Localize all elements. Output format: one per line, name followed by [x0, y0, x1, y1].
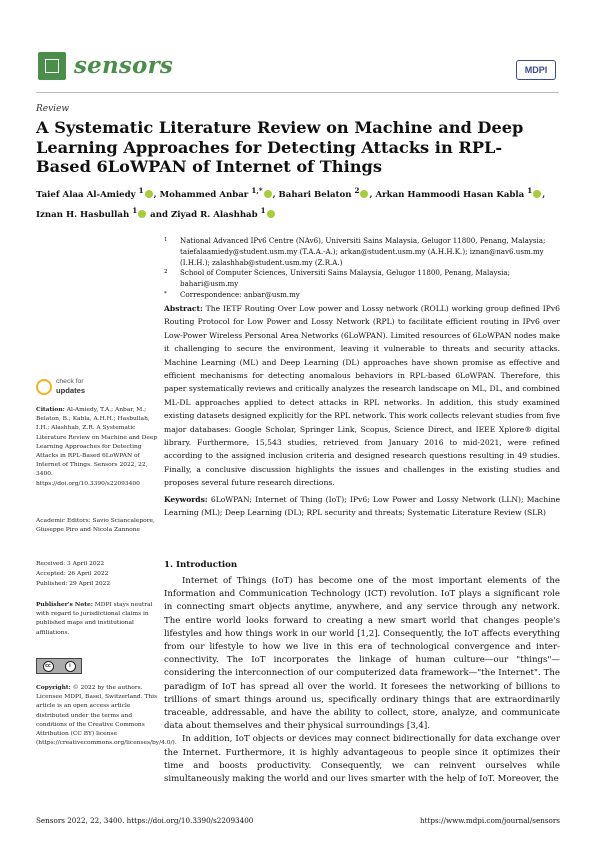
- abstract: Abstract: The IETF Routing Over Low power and Lossy network (ROLL) working group defined IPv6 Routing Protocol for Low Power and Lossy Network (RPL) to facilitate efficient routing in IPv6 over Low-Power Wireless Personal Area Networks (6LoWPAN). Limited resources of 6LoWPAN nodes make it challenging to secure the environment, leaving it vulnerable to threats and security attacks. Machine Learning (ML) and Deep Learning (DL) approaches have shown promise as effective and efficient mechanisms for detecting anomalous behaviors in RPL-based 6LoWPAN. Therefore, this paper systematically reviews and critically analyzes the research landscape on ML, DL, and combined ML-DL approaches applied to detect attacks in RPL networks. In addition, this study examined existing datasets designed explicitly for the RPL network. This work collects relevant studies from five major databases: Google Scholar, Springer Link, Scopus, Science Direct, and IEEE Xplore® digital library. Furthermore, 15,543 studies, retrieved from January 2016 to mid-2021, were refined according to the assigned inclusion criteria and designed research questions resulting in 49 studies. Finally, a conclusive discussion highlights the issues and challenges in the existing studies and proposes several future research directions.: [164, 304, 561, 488]
- keywords: Keywords: 6LoWPAN; Internet of Thing (IoT); IPv6; Low Power and Lossy Network (LLN); Machine Learning (ML); Deep Learning (DL); RPL security and threats; Systematic Literature Review (SLR): [164, 495, 561, 517]
- by-icon: i: [65, 661, 76, 672]
- header-divider: [36, 92, 559, 93]
- affiliation: 1 National Advanced IPv6 Centre (NAv6), Universiti Sains Malaysia, Gelugor 11800, Penang, Malaysia; taiefalaamiedy@student.usm.my (T.A.A.-A.); arkan@student.usm.my (A.H.H.K.); iznan@nav6.usm.my (I.H.H.); zalashhab@student.usm.my (Z.R.A.): [164, 236, 546, 267]
- correspondence: * Correspondence: anbar@usm.my: [164, 289, 300, 299]
- academic-editors: Academic Editors: Savio Sciancalepore, Giuseppe Piro and Nicola Zannone: [36, 518, 155, 534]
- author[interactable]: Bahari Belaton $^2$: [279, 190, 370, 200]
- author[interactable]: Mohammed Anbar $^{1,*}$: [160, 190, 273, 200]
- affiliation: 2 School of Computer Sciences, Universiti Sains Malaysia, Gelugor 11800, Penang, Malaysia; bahari@usm.my: [164, 268, 511, 289]
- copyright: Copyright: © 2022 by the authors. Licensee MDPI, Basel, Switzerland. This article is an open access article distributed under the terms and conditions of the Creative Commons Attribution (CC BY) license (https://creativecommons.org/licenses/by/4.0/).: [36, 684, 177, 747]
- paragraph: Internet of Things (IoT) has become one of the most important elements of the Information and Communication Technology (ICT) revolution. IoT plays a significant role in connecting smart objects anytime, anywhere, and any service through any network. The entire world looks forward to creating a new smart world that changes people's lifestyles and how things work in our world [1,2]. Consequently, the IoT affects everything from our lifestyle to how we live in this era of technological convergence and inter-connectivity. The IoT incorporates the linkage of human culture—our "things"—considering the interconnection of our computerized data framework—"the Internet". The paradigm of IoT has spread all over the world. It foresees the networking of billions to trillions of smart things around us, specifically ordinary things that are extraordinarily traceable, addressable, and have the ability to collect, store, analyze, and communicate data about themselves and their physical surroundings [3,4].: [164, 576, 560, 732]
- cc-icon: cc: [43, 661, 54, 672]
- cc-by-license-badge[interactable]: [36, 658, 82, 674]
- footer-journal-link[interactable]: https://www.mdpi.com/journal/sensors: [419, 816, 560, 825]
- author[interactable]: Iznan H. Hasbullah $^1$: [36, 210, 147, 220]
- author[interactable]: Taief Alaa Al-Amiedy $^1$: [36, 190, 154, 200]
- orcid-icon[interactable]: [145, 190, 153, 198]
- author[interactable]: Arkan Hammoodi Hasan Kabla $^1$: [375, 190, 542, 200]
- section-heading: 1. Introduction: [164, 560, 238, 570]
- published-date: Published: 29 April 2022: [36, 581, 111, 587]
- paragraph: In addition, IoT objects or devices may connect bidirectionally for data exchange over the Internet. Furthermore, it is highly advantageous to people since it optimizes their time and boosts productivity. Consequently, we can reinvent ourselves while simultaneously making the world and our lives smarter with the help of IoT. Moreover, the: [164, 734, 560, 785]
- citation: Citation: Al-Amiedy, T.A.; Anbar, M.; Belaton, B.; Kabla, A.H.H.; Hasbullah, I.H.; Alashhab, Z.R. A Systematic Literature Review on Machine and Deep Learning Approaches for Detecting Attacks in RPL-Based 6LoWPAN of Internet of Things. Sensors 2022, 22, 3400. https://doi.org/10.3390/s22093400: [36, 406, 158, 487]
- orcid-icon[interactable]: [267, 210, 275, 218]
- affiliations: [164, 236, 564, 301]
- check-for-updates-button[interactable]: check for updates: [36, 378, 126, 398]
- orcid-icon[interactable]: [138, 210, 146, 218]
- orcid-icon[interactable]: [264, 190, 272, 198]
- journal-logo-icon: [38, 52, 66, 80]
- orcid-icon[interactable]: [360, 190, 368, 198]
- accepted-date: Accepted: 26 April 2022: [36, 571, 109, 577]
- journal-name[interactable]: sensors: [74, 52, 174, 79]
- received-date: Received: 3 April 2022: [36, 561, 105, 567]
- author[interactable]: Ziyad R. Alashhab $^1$: [171, 210, 276, 220]
- orcid-icon[interactable]: [533, 190, 541, 198]
- paper-title: A Systematic Literature Review on Machine and Deep Learning Approaches for Detecting Attacks in RPL-Based 6LoWPAN of Internet of Things: [36, 118, 524, 176]
- article-type: Review: [36, 104, 70, 114]
- author-list: Taief Alaa Al-Amiedy $^1$ , Mohammed Anbar $^{1,*}$ , Bahari Belaton $^2$ , Arkan Hammoodi Hasan Kabla $^1$ , Iznan H. Hasbullah $^1$ and Ziyad R. Alashhab $^1$: [36, 186, 546, 220]
- mdpi-logo[interactable]: MDPI: [516, 60, 556, 80]
- footer-citation: Sensors 2022, 22, 3400. https://doi.org/10.3390/s22093400: [36, 816, 254, 825]
- body-text: [164, 575, 560, 786]
- check-updates-icon: [36, 379, 52, 395]
- publisher-note: Publisher's Note: MDPI stays neutral with regard to jurisdictional claims in published maps and institutional affiliations.: [36, 601, 153, 636]
